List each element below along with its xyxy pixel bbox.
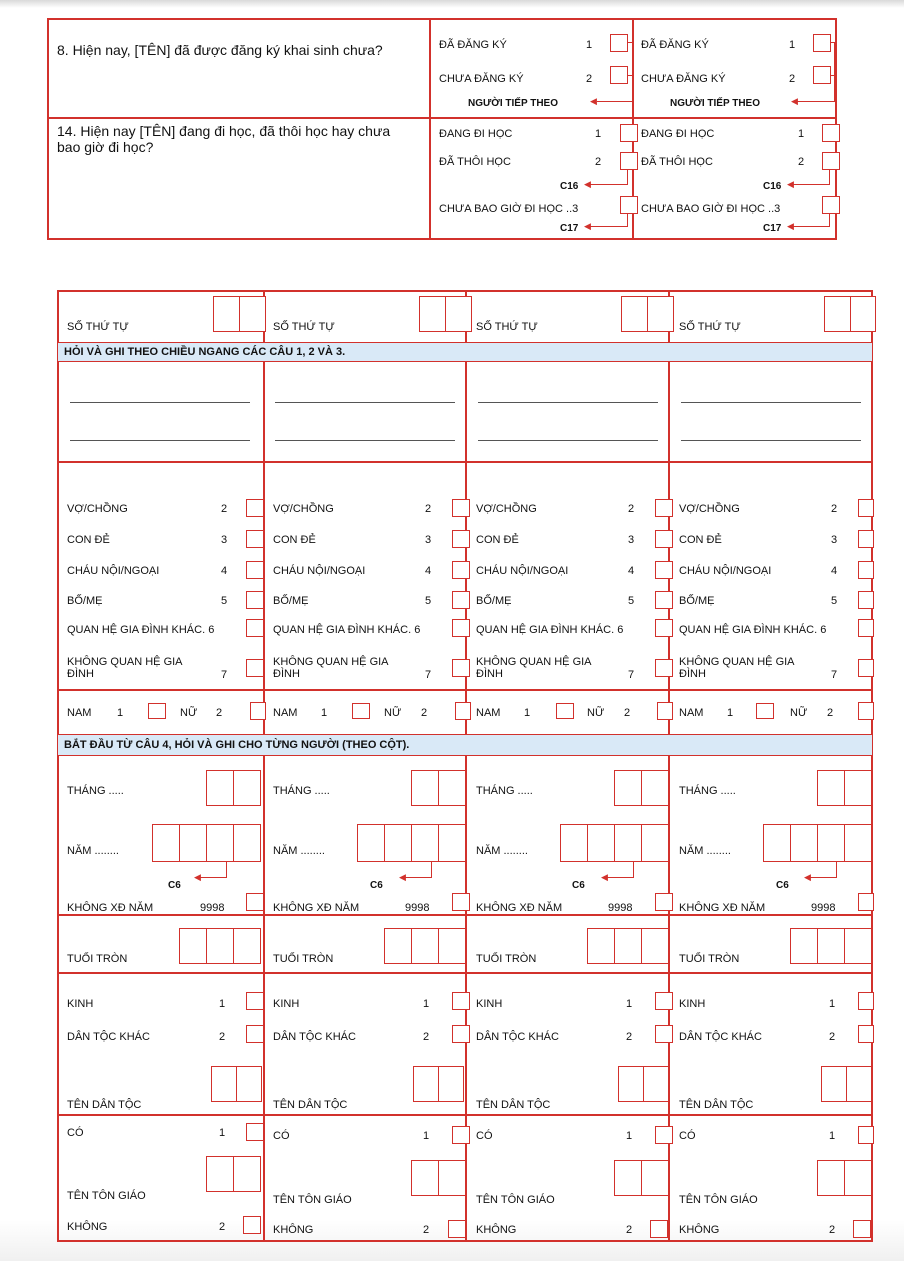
other-ethnic-checkbox[interactable]: [858, 1025, 874, 1043]
year-label: NĂM ........: [67, 845, 119, 857]
religion-code-box-1[interactable]: [411, 1160, 439, 1196]
c6-skip-label: C6: [776, 880, 789, 891]
religion-no-checkbox[interactable]: [650, 1220, 668, 1238]
relation-label: CON ĐẺ: [476, 534, 519, 546]
relation-label: KHÔNG QUAN HỆ GIA ĐÌNH: [67, 656, 182, 680]
religion-no-label: KHÔNG: [476, 1224, 517, 1236]
name-line-2[interactable]: [70, 440, 250, 441]
relation-label: VỢ/CHỒNG: [476, 503, 537, 515]
year-box-1[interactable]: [560, 824, 588, 862]
age-box-3[interactable]: [844, 928, 872, 964]
month-box-1[interactable]: [206, 770, 234, 806]
q8-opt1-checkbox[interactable]: [610, 34, 628, 52]
sex-female-checkbox[interactable]: [657, 702, 673, 720]
q8-opt2-label: CHƯA ĐĂNG KÝ: [439, 73, 524, 85]
q14-opt3-checkbox[interactable]: [620, 196, 638, 214]
religion-yes-label: CÓ: [679, 1130, 696, 1142]
religion-name-label: TÊN TÔN GIÁO: [67, 1190, 146, 1202]
religion-no-code: 2: [829, 1224, 836, 1236]
other-ethnic-code: 2: [219, 1031, 226, 1043]
age-label: TUỔI TRÒN: [476, 953, 537, 965]
age-label: TUỔI TRÒN: [67, 953, 128, 965]
relation-checkbox[interactable]: [858, 561, 874, 579]
c6-skip-label: C6: [370, 880, 383, 891]
relation-checkbox[interactable]: [858, 499, 874, 517]
relation-checkbox[interactable]: [452, 530, 470, 548]
relation-label: VỢ/CHỒNG: [679, 503, 740, 515]
sex-female-label: NỮ: [790, 707, 808, 719]
q14-opt1-label: ĐANG ĐI HỌC: [641, 128, 715, 140]
q14-opt1-label: ĐANG ĐI HỌC: [439, 128, 513, 140]
relation-code: 2: [425, 503, 432, 515]
year-box-3[interactable]: [614, 824, 642, 862]
kinh-code: 1: [626, 998, 633, 1010]
relation-checkbox[interactable]: [246, 591, 264, 609]
sex-female-checkbox[interactable]: [858, 702, 874, 720]
q8-opt1-code: 1: [789, 39, 796, 51]
banner-horizontal-instruction: HỎI VÀ GHI THEO CHIỀU NGANG CÁC CÂU 1, 2 VÀ 3.: [58, 342, 872, 362]
year-box-2[interactable]: [790, 824, 818, 862]
relation-label: VỢ/CHỒNG: [273, 503, 334, 515]
kinh-label: KINH: [67, 998, 94, 1010]
ethnic-code-box-1[interactable]: [821, 1066, 847, 1102]
question-8-text: 8. Hiện nay, [TÊN] đã được đăng ký khai sinh chưa?: [57, 42, 383, 58]
stt-label: SỐ THỨ TỰ: [679, 321, 741, 333]
religion-no-code: 2: [219, 1221, 226, 1233]
relation-code: 7: [425, 669, 432, 681]
arrow-left-icon: ◀: [584, 179, 591, 189]
stt-box-2[interactable]: [850, 296, 876, 332]
relation-label: CON ĐẺ: [273, 534, 316, 546]
religion-yes-checkbox[interactable]: [246, 1123, 264, 1141]
q8-opt1-label: ĐÃ ĐĂNG KÝ: [439, 39, 507, 51]
relation-code: 4: [425, 565, 432, 577]
sex-male-checkbox[interactable]: [352, 703, 370, 719]
sex-male-code: 1: [321, 707, 328, 719]
sex-female-checkbox[interactable]: [455, 702, 471, 720]
stt-box-2[interactable]: [239, 296, 266, 332]
month-label: THÁNG .....: [476, 785, 533, 797]
ethnic-name-label: TÊN DÂN TỘC: [273, 1099, 348, 1111]
q8-opt1-checkbox[interactable]: [813, 34, 831, 52]
month-label: THÁNG .....: [273, 785, 330, 797]
kinh-code: 1: [423, 998, 430, 1010]
relation-code: 7: [628, 669, 635, 681]
stt-box-2[interactable]: [445, 296, 472, 332]
other-ethnic-label: DÂN TỘC KHÁC: [476, 1031, 559, 1043]
arrow-left-icon: ◀: [399, 872, 406, 882]
sex-male-code: 1: [117, 707, 124, 719]
month-box-1[interactable]: [411, 770, 439, 806]
q14-opt2-checkbox[interactable]: [822, 152, 840, 170]
age-label: TUỔI TRÒN: [679, 953, 740, 965]
q14-skip2-label: C16: [763, 181, 782, 192]
kinh-checkbox[interactable]: [452, 992, 470, 1010]
relation-code: 4: [831, 565, 838, 577]
q14-opt1-code: 1: [595, 128, 602, 140]
sex-female-checkbox[interactable]: [250, 702, 266, 720]
relation-checkbox[interactable]: [246, 659, 264, 677]
relation-checkbox[interactable]: [858, 591, 874, 609]
relation-checkbox[interactable]: [246, 530, 264, 548]
unknown-year-code: 9998: [405, 902, 430, 914]
relation-label: VỢ/CHỒNG: [67, 503, 128, 515]
stt-box-1[interactable]: [213, 296, 240, 332]
relation-label: QUAN HỆ GIA ĐÌNH KHÁC. 6: [273, 624, 421, 636]
year-box-2[interactable]: [384, 824, 412, 862]
ethnic-code-box-2[interactable]: [438, 1066, 464, 1102]
month-box-1[interactable]: [614, 770, 642, 806]
name-line-1[interactable]: [70, 402, 250, 403]
religion-yes-checkbox[interactable]: [858, 1126, 874, 1144]
stt-box-1[interactable]: [419, 296, 446, 332]
unknown-year-label: KHÔNG XĐ NĂM: [273, 902, 360, 914]
religion-yes-label: CÓ: [476, 1130, 493, 1142]
sex-male-checkbox[interactable]: [556, 703, 574, 719]
q14-opt1-checkbox[interactable]: [620, 124, 638, 142]
religion-no-code: 2: [626, 1224, 633, 1236]
kinh-checkbox[interactable]: [655, 992, 673, 1010]
ethnic-name-label: TÊN DÂN TỘC: [476, 1099, 551, 1111]
relation-checkbox[interactable]: [655, 499, 673, 517]
kinh-label: KINH: [273, 998, 300, 1010]
relation-label: CHÁU NỘI/NGOẠI: [679, 565, 772, 577]
q14-opt1-checkbox[interactable]: [822, 124, 840, 142]
relation-label: CHÁU NỘI/NGOẠI: [273, 565, 366, 577]
year-box-1[interactable]: [152, 824, 180, 862]
q14-opt3-label: CHƯA BAO GIỜ ĐI HỌC ..3: [641, 203, 781, 215]
unknown-year-label: KHÔNG XĐ NĂM: [67, 902, 154, 914]
relation-checkbox[interactable]: [655, 561, 673, 579]
relation-code: 2: [628, 503, 635, 515]
sex-male-code: 1: [524, 707, 531, 719]
stt-label: SỐ THỨ TỰ: [67, 321, 129, 333]
q14-skip3-label: C17: [763, 223, 782, 234]
relation-label: BỐ/MẸ: [67, 595, 103, 607]
month-label: THÁNG .....: [679, 785, 736, 797]
sex-female-label: NỮ: [384, 707, 402, 719]
arrow-left-icon: ◀: [590, 96, 597, 106]
kinh-code: 1: [219, 998, 226, 1010]
relation-label: QUAN HỆ GIA ĐÌNH KHÁC. 6: [67, 624, 215, 636]
age-box-1[interactable]: [384, 928, 412, 964]
relation-label: CON ĐẺ: [679, 534, 722, 546]
relation-label: BỐ/MẸ: [273, 595, 309, 607]
q14-skip3-label: C17: [560, 223, 579, 234]
stt-label: SỐ THỨ TỰ: [273, 321, 335, 333]
q8-opt2-label: CHƯA ĐĂNG KÝ: [641, 73, 726, 85]
q8-opt1-code: 1: [586, 39, 593, 51]
relation-code: 7: [221, 669, 228, 681]
sex-female-code: 2: [421, 707, 428, 719]
kinh-checkbox[interactable]: [858, 992, 874, 1010]
other-ethnic-code: 2: [423, 1031, 430, 1043]
relation-code: 4: [628, 565, 635, 577]
age-box-1[interactable]: [587, 928, 615, 964]
religion-no-label: KHÔNG: [67, 1221, 108, 1233]
relation-label: QUAN HỆ GIA ĐÌNH KHÁC. 6: [679, 624, 827, 636]
q8-opt2-code: 2: [789, 73, 796, 85]
kinh-code: 1: [829, 998, 836, 1010]
arrow-left-icon: ◀: [787, 221, 794, 231]
relation-code: 3: [831, 534, 838, 546]
religion-code-box-2[interactable]: [844, 1160, 872, 1196]
sex-male-label: NAM: [679, 707, 704, 719]
stt-box-1[interactable]: [824, 296, 851, 332]
year-box-4[interactable]: [641, 824, 669, 862]
relation-label: CON ĐẺ: [67, 534, 110, 546]
month-box-2[interactable]: [641, 770, 669, 806]
q8-opt2-code: 2: [586, 73, 593, 85]
relation-code: 7: [831, 669, 838, 681]
age-box-3[interactable]: [233, 928, 261, 964]
year-box-1[interactable]: [357, 824, 385, 862]
religion-yes-checkbox[interactable]: [655, 1126, 673, 1144]
relation-label: KHÔNG QUAN HỆ GIA ĐÌNH: [679, 656, 794, 680]
unknown-year-code: 9998: [608, 902, 633, 914]
name-line-2[interactable]: [478, 440, 658, 441]
religion-no-checkbox[interactable]: [243, 1216, 261, 1234]
c6-skip-label: C6: [572, 880, 585, 891]
ethnic-code-box-2[interactable]: [643, 1066, 669, 1102]
sex-female-code: 2: [624, 707, 631, 719]
relation-checkbox[interactable]: [246, 561, 264, 579]
year-label: NĂM ........: [679, 845, 731, 857]
religion-name-label: TÊN TÔN GIÁO: [679, 1194, 758, 1206]
religion-yes-checkbox[interactable]: [452, 1126, 470, 1144]
religion-yes-label: CÓ: [67, 1127, 84, 1139]
q14-opt3-label: CHƯA BAO GIỜ ĐI HỌC ..3: [439, 203, 579, 215]
relation-checkbox[interactable]: [655, 659, 673, 677]
unknown-year-label: KHÔNG XĐ NĂM: [476, 902, 563, 914]
stt-label: SỐ THỨ TỰ: [476, 321, 538, 333]
relation-label: BỐ/MẸ: [476, 595, 512, 607]
religion-code-box-2[interactable]: [438, 1160, 466, 1196]
name-line-2[interactable]: [681, 440, 861, 441]
year-box-4[interactable]: [844, 824, 872, 862]
arrow-left-icon: ◀: [804, 872, 811, 882]
q14-opt2-label: ĐÃ THÔI HỌC: [641, 156, 713, 168]
relation-code: 5: [831, 595, 838, 607]
sex-male-label: NAM: [476, 707, 501, 719]
month-box-1[interactable]: [817, 770, 845, 806]
unknown-year-code: 9998: [200, 902, 225, 914]
religion-yes-code: 1: [829, 1130, 836, 1142]
unknown-year-checkbox[interactable]: [858, 893, 874, 911]
relation-checkbox[interactable]: [452, 619, 470, 637]
relation-code: 3: [628, 534, 635, 546]
year-label: NĂM ........: [273, 845, 325, 857]
relation-label: CHÁU NỘI/NGOẠI: [67, 565, 160, 577]
unknown-year-checkbox[interactable]: [655, 893, 673, 911]
relation-checkbox[interactable]: [858, 530, 874, 548]
arrow-left-icon: ◀: [584, 221, 591, 231]
year-label: NĂM ........: [476, 845, 528, 857]
other-ethnic-checkbox[interactable]: [452, 1025, 470, 1043]
question-14-text: 14. Hiện nay [TÊN] đang đi học, đã thôi học hay chưa bao giờ đi học?: [57, 123, 391, 155]
q8-opt1-label: ĐÃ ĐĂNG KÝ: [641, 39, 709, 51]
religion-yes-code: 1: [626, 1130, 633, 1142]
age-box-1[interactable]: [179, 928, 207, 964]
religion-name-label: TÊN TÔN GIÁO: [273, 1194, 352, 1206]
q8-skip-label: NGƯỜI TIẾP THEO: [468, 98, 558, 109]
ethnic-code-box-1[interactable]: [413, 1066, 439, 1102]
q14-opt3-checkbox[interactable]: [822, 196, 840, 214]
age-box-2[interactable]: [614, 928, 642, 964]
c6-skip-label: C6: [168, 880, 181, 891]
kinh-checkbox[interactable]: [246, 992, 264, 1010]
age-box-2[interactable]: [411, 928, 439, 964]
q14-skip2-label: C16: [560, 181, 579, 192]
sex-male-label: NAM: [273, 707, 298, 719]
q14-opt1-code: 1: [798, 128, 805, 140]
religion-code-box-1[interactable]: [614, 1160, 642, 1196]
age-box-2[interactable]: [817, 928, 845, 964]
relation-label: BỐ/MẸ: [679, 595, 715, 607]
q14-opt2-code: 2: [595, 156, 602, 168]
year-box-1[interactable]: [763, 824, 791, 862]
sex-female-code: 2: [216, 707, 223, 719]
relation-checkbox[interactable]: [655, 591, 673, 609]
religion-no-label: KHÔNG: [679, 1224, 720, 1236]
q8-opt2-checkbox[interactable]: [610, 66, 628, 84]
relation-checkbox[interactable]: [858, 619, 874, 637]
month-label: THÁNG .....: [67, 785, 124, 797]
relation-code: 2: [831, 503, 838, 515]
ethnic-code-box-1[interactable]: [211, 1066, 237, 1102]
ethnic-code-box-2[interactable]: [236, 1066, 262, 1102]
ethnic-name-label: TÊN DÂN TỘC: [67, 1099, 142, 1111]
relation-checkbox[interactable]: [858, 659, 874, 677]
religion-no-checkbox[interactable]: [853, 1220, 871, 1238]
name-line-2[interactable]: [275, 440, 455, 441]
q14-opt2-code: 2: [798, 156, 805, 168]
banner-column-instruction: BẮT ĐẦU TỪ CÂU 4, HỎI VÀ GHI CHO TỪNG NGƯỜI (THEO CỘT).: [58, 734, 872, 756]
kinh-label: KINH: [476, 998, 503, 1010]
relation-code: 4: [221, 565, 228, 577]
relation-checkbox[interactable]: [246, 499, 264, 517]
age-box-2[interactable]: [206, 928, 234, 964]
other-ethnic-code: 2: [829, 1031, 836, 1043]
relation-label: CHÁU NỘI/NGOẠI: [476, 565, 569, 577]
relation-checkbox[interactable]: [452, 659, 470, 677]
unknown-year-checkbox[interactable]: [246, 893, 264, 911]
other-ethnic-label: DÂN TỘC KHÁC: [273, 1031, 356, 1043]
relation-code: 3: [221, 534, 228, 546]
other-ethnic-label: DÂN TỘC KHÁC: [67, 1031, 150, 1043]
sex-male-checkbox[interactable]: [148, 703, 166, 719]
q8-opt2-checkbox[interactable]: [813, 66, 831, 84]
religion-no-code: 2: [423, 1224, 430, 1236]
ethnic-code-box-1[interactable]: [618, 1066, 644, 1102]
unknown-year-label: KHÔNG XĐ NĂM: [679, 902, 766, 914]
name-line-1[interactable]: [681, 402, 861, 403]
relation-label: KHÔNG QUAN HỆ GIA ĐÌNH: [476, 656, 591, 680]
relation-checkbox[interactable]: [452, 561, 470, 579]
other-ethnic-checkbox[interactable]: [246, 1025, 264, 1043]
age-box-1[interactable]: [790, 928, 818, 964]
religion-code-box-2[interactable]: [641, 1160, 669, 1196]
sex-male-label: NAM: [67, 707, 92, 719]
relation-code: 5: [221, 595, 228, 607]
name-line-1[interactable]: [275, 402, 455, 403]
sex-female-code: 2: [827, 707, 834, 719]
unknown-year-checkbox[interactable]: [452, 893, 470, 911]
other-ethnic-checkbox[interactable]: [655, 1025, 673, 1043]
month-box-2[interactable]: [233, 770, 261, 806]
relation-checkbox[interactable]: [452, 591, 470, 609]
name-line-1[interactable]: [478, 402, 658, 403]
unknown-year-code: 9998: [811, 902, 836, 914]
year-box-3[interactable]: [411, 824, 439, 862]
sex-female-label: NỮ: [587, 707, 605, 719]
religion-no-label: KHÔNG: [273, 1224, 314, 1236]
year-box-3[interactable]: [206, 824, 234, 862]
arrow-left-icon: ◀: [791, 96, 798, 106]
q14-opt2-checkbox[interactable]: [620, 152, 638, 170]
relation-code: 3: [425, 534, 432, 546]
relation-checkbox[interactable]: [655, 619, 673, 637]
stt-box-2[interactable]: [647, 296, 674, 332]
arrow-left-icon: ◀: [787, 179, 794, 189]
sex-female-label: NỮ: [180, 707, 198, 719]
relation-code: 5: [628, 595, 635, 607]
sex-male-code: 1: [727, 707, 734, 719]
kinh-label: KINH: [679, 998, 706, 1010]
arrow-left-icon: ◀: [601, 872, 608, 882]
age-box-3[interactable]: [641, 928, 669, 964]
ethnic-code-box-2[interactable]: [846, 1066, 872, 1102]
relation-code: 2: [221, 503, 228, 515]
relation-code: 5: [425, 595, 432, 607]
relation-checkbox[interactable]: [452, 499, 470, 517]
religion-code-box-2[interactable]: [233, 1156, 261, 1192]
q14-opt2-label: ĐÃ THÔI HỌC: [439, 156, 511, 168]
religion-yes-label: CÓ: [273, 1130, 290, 1142]
year-box-2[interactable]: [179, 824, 207, 862]
age-box-3[interactable]: [438, 928, 466, 964]
relation-label: KHÔNG QUAN HỆ GIA ĐÌNH: [273, 656, 388, 680]
year-box-4[interactable]: [233, 824, 261, 862]
year-box-2[interactable]: [587, 824, 615, 862]
q8-skip-label: NGƯỜI TIẾP THEO: [670, 98, 760, 109]
month-box-2[interactable]: [438, 770, 466, 806]
year-box-3[interactable]: [817, 824, 845, 862]
month-box-2[interactable]: [844, 770, 872, 806]
relation-checkbox[interactable]: [246, 619, 264, 637]
age-label: TUỔI TRÒN: [273, 953, 334, 965]
religion-yes-code: 1: [423, 1130, 430, 1142]
ethnic-name-label: TÊN DÂN TỘC: [679, 1099, 754, 1111]
religion-code-box-1[interactable]: [817, 1160, 845, 1196]
relation-label: QUAN HỆ GIA ĐÌNH KHÁC. 6: [476, 624, 624, 636]
religion-code-box-1[interactable]: [206, 1156, 234, 1192]
religion-name-label: TÊN TÔN GIÁO: [476, 1194, 555, 1206]
other-ethnic-code: 2: [626, 1031, 633, 1043]
year-box-4[interactable]: [438, 824, 466, 862]
other-ethnic-label: DÂN TỘC KHÁC: [679, 1031, 762, 1043]
arrow-left-icon: ◀: [194, 872, 201, 882]
relation-checkbox[interactable]: [655, 530, 673, 548]
religion-no-checkbox[interactable]: [448, 1220, 466, 1238]
sex-male-checkbox[interactable]: [756, 703, 774, 719]
religion-yes-code: 1: [219, 1127, 226, 1139]
stt-box-1[interactable]: [621, 296, 648, 332]
